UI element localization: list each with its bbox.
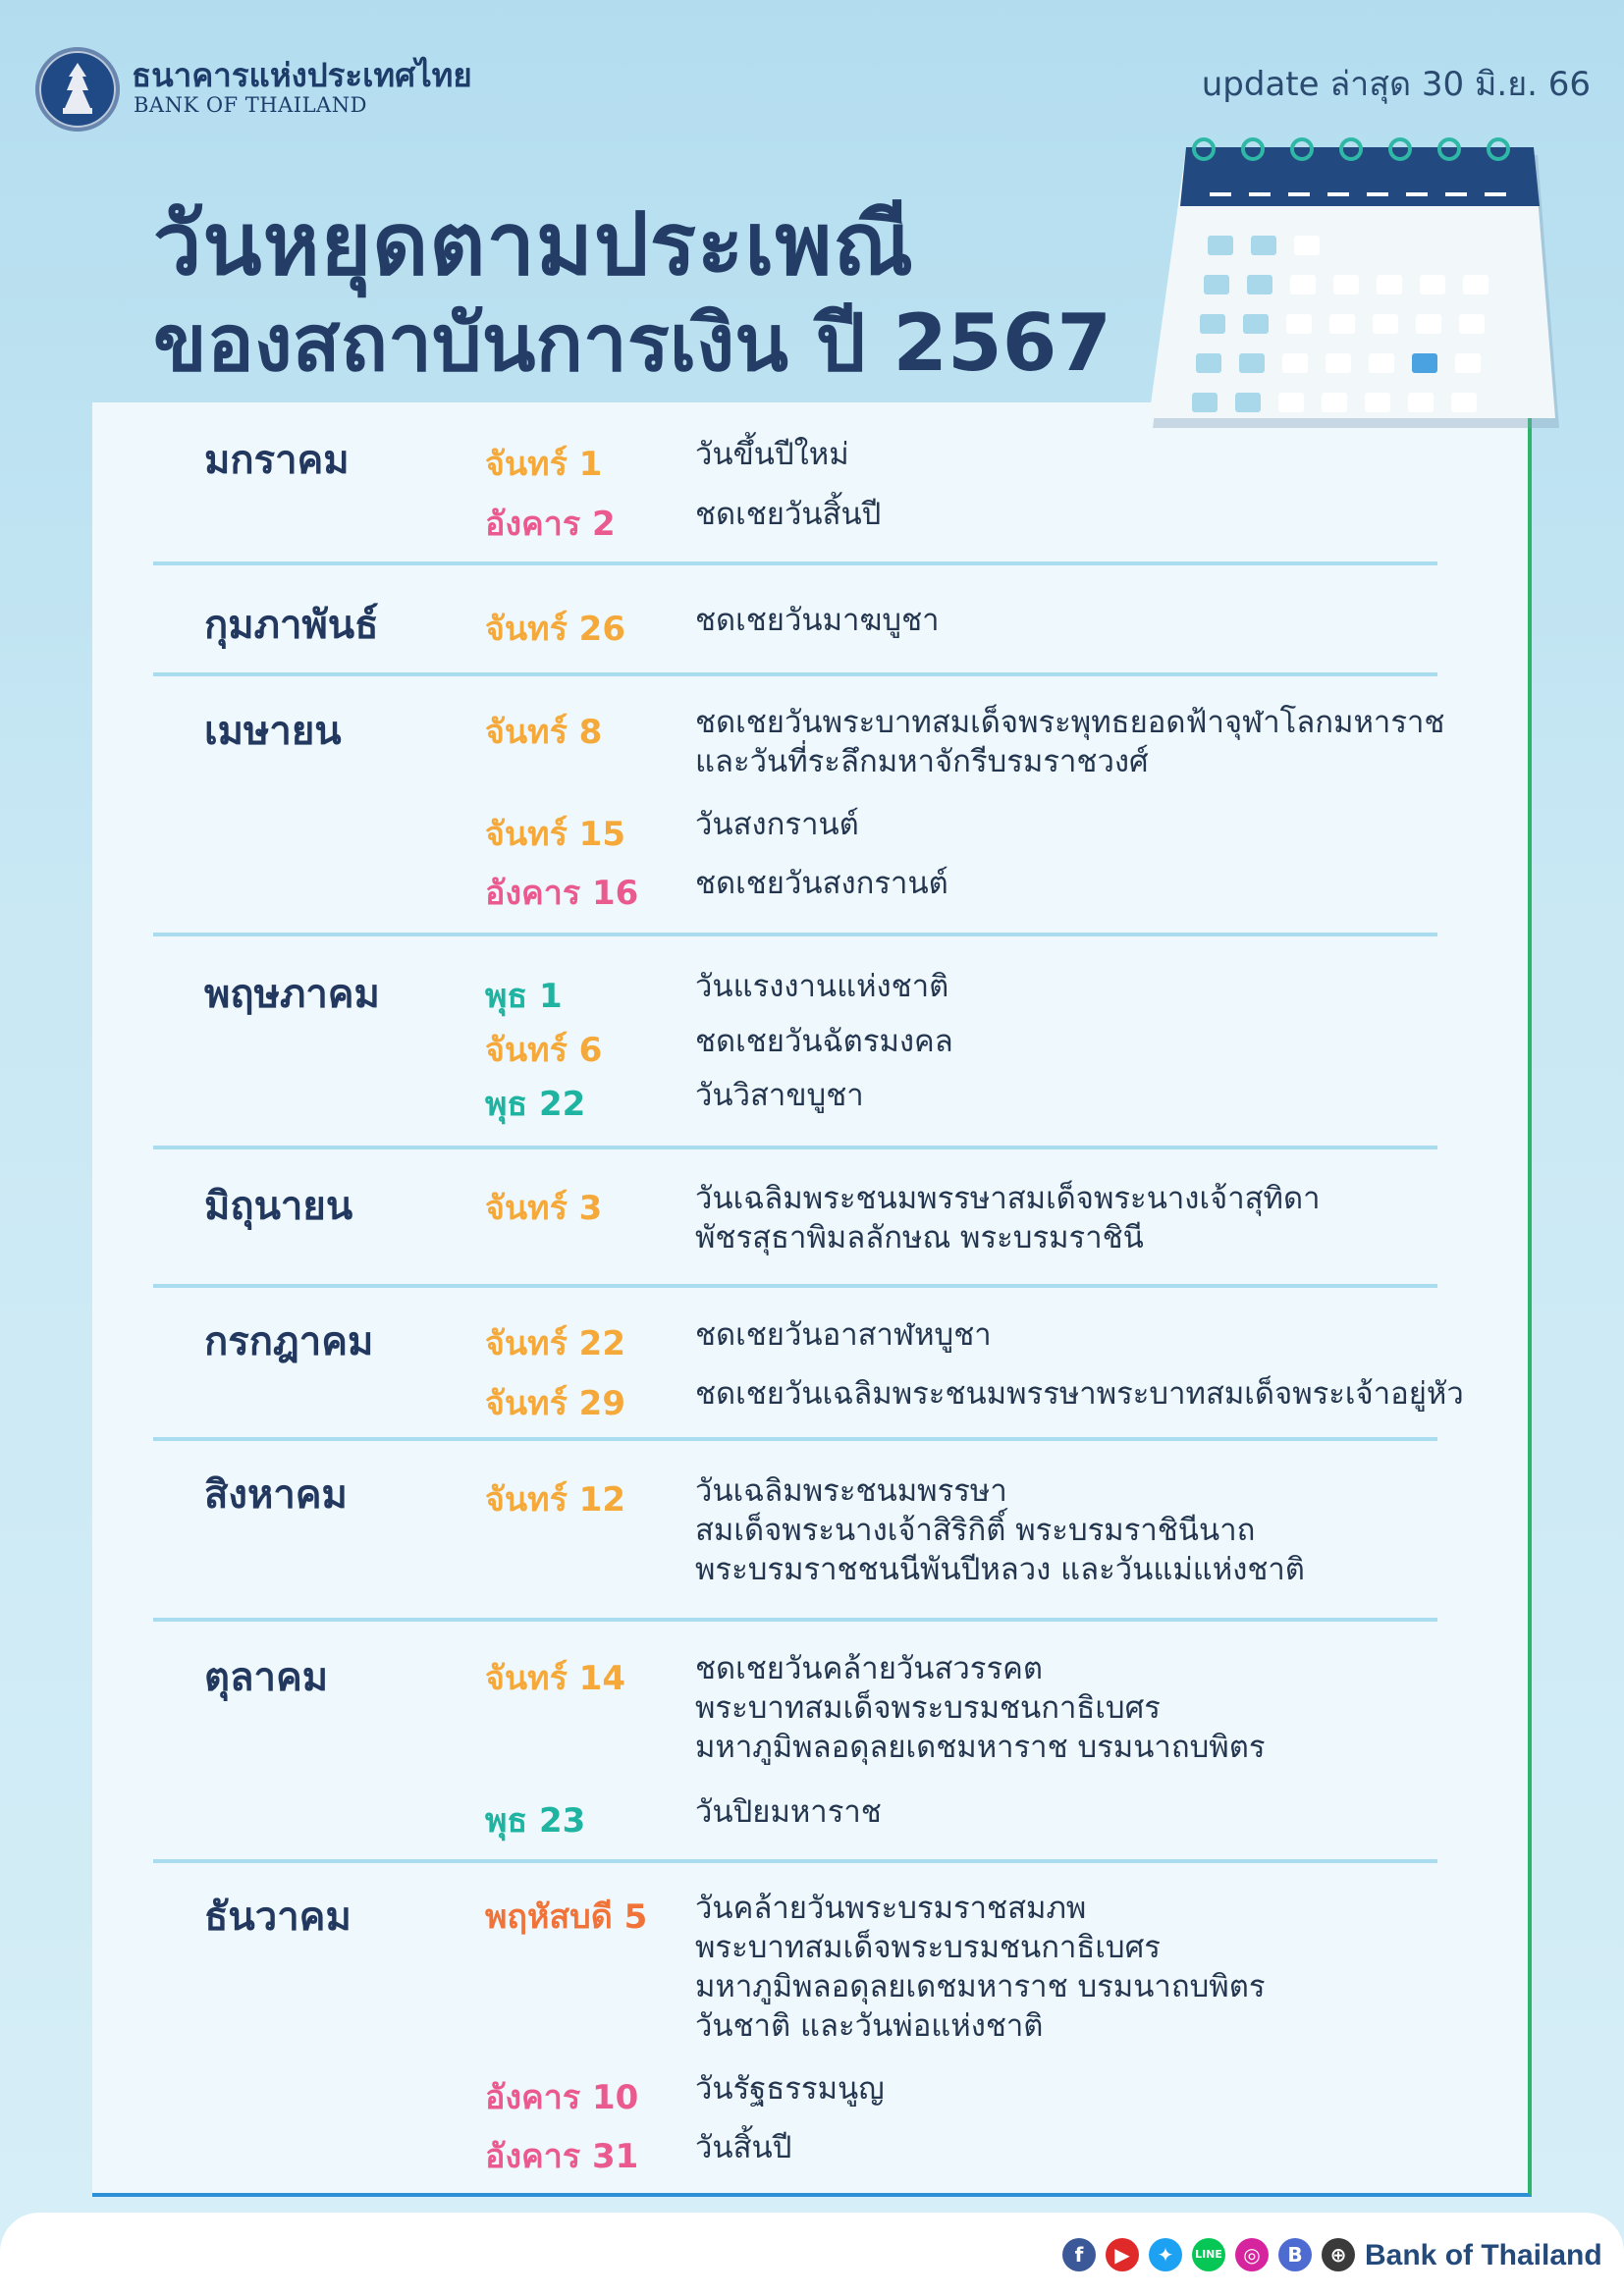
holiday-day: จันทร์ 8 — [485, 713, 603, 752]
holiday-day: พฤหัสบดี 5 — [485, 1897, 648, 1937]
brand-thai: ธนาคารแห่งประเทศไทย — [132, 56, 472, 94]
month-december: ธันวาคม — [204, 1895, 352, 1940]
bot-logo-icon — [35, 47, 120, 132]
holiday-desc: วันเฉลิมพระชนมพรรษาสมเด็จพระนางเจ้าสุทิดา พัชรสุธาพิมลลักษณ พระบรมราชินี — [695, 1181, 1321, 1255]
holiday-desc: ชดเชยวันคล้ายวันสวรรคต พระบาทสมเด็จพระบรมชนกาธิเบศร มหาภูมิพลอดุลยเดชมหาราช บรมนาถบพิตร — [695, 1651, 1266, 1765]
holiday-desc: วันวิสาขบูชา — [695, 1078, 864, 1113]
month-divider — [153, 561, 1437, 565]
holiday-day: จันทร์ 26 — [485, 610, 625, 649]
holiday-day: จันทร์ 15 — [485, 815, 625, 854]
holiday-day: อังคาร 2 — [485, 505, 616, 544]
blockdit-icon[interactable]: B — [1278, 2238, 1312, 2271]
holiday-desc: ชดเชยวันพระบาทสมเด็จพระพุทธยอดฟ้าจุฬาโลกมหาราช และวันที่ระลึกมหาจักรีบรมราชวงศ์ — [695, 705, 1445, 779]
holiday-day: จันทร์ 3 — [485, 1189, 603, 1228]
holiday-day: จันทร์ 22 — [485, 1324, 625, 1363]
month-divider — [153, 1146, 1437, 1149]
holiday-desc: ชดเชยวันสงกรานต์ — [695, 866, 948, 901]
holiday-day: จันทร์ 12 — [485, 1480, 625, 1520]
holiday-day: อังคาร 16 — [485, 874, 639, 913]
month-may: พฤษภาคม — [204, 972, 380, 1017]
holiday-desc: ชดเชยวันฉัตรมงคล — [695, 1024, 953, 1059]
web-icon[interactable]: ⊕ — [1322, 2238, 1355, 2271]
holiday-desc: ชดเชยวันมาฆบูชา — [695, 603, 940, 638]
holiday-desc: วันคล้ายวันพระบรมราชสมภพ พระบาทสมเด็จพระบรมชนกาธิเบศร มหาภูมิพลอดุลยเดชมหาราช บรมนาถบพิตร วันชาติ และวันพ่อแห่งชาติ — [695, 1891, 1266, 2044]
holiday-day: อังคาร 31 — [485, 2137, 639, 2176]
holiday-day: จันทร์ 14 — [485, 1659, 625, 1698]
month-divider — [153, 1437, 1437, 1441]
month-october: ตุลาคม — [204, 1655, 329, 1700]
month-july: กรกฎาคม — [204, 1319, 374, 1364]
month-divider — [153, 1859, 1437, 1863]
holiday-desc: วันเฉลิมพระชนมพรรษา สมเด็จพระนางเจ้าสิริกิติ์ พระบรมราชินีนาถ พระบรมราชชนนีพันปีหลวง และวันแม่แห่งชาติ — [695, 1473, 1305, 1587]
month-february: กุมภาพันธ์ — [204, 603, 379, 648]
holiday-day: พุธ 23 — [485, 1801, 586, 1841]
holiday-day: จันทร์ 29 — [485, 1384, 625, 1423]
calendar-icon — [1149, 137, 1559, 448]
month-divider — [153, 933, 1437, 936]
holiday-desc: วันขึ้นปีใหม่ — [695, 437, 849, 472]
youtube-icon[interactable]: ▶ — [1106, 2238, 1139, 2271]
page-subtitle: ของสถาบันการเงิน ปี 2567 — [153, 297, 1112, 389]
month-june: มิถุนายน — [204, 1184, 353, 1229]
holiday-desc: ชดเชยวันสิ้นปี — [695, 497, 882, 532]
instagram-icon[interactable]: ◎ — [1235, 2238, 1269, 2271]
holiday-desc: วันแรงงานแห่งชาติ — [695, 969, 949, 1004]
month-january: มกราคม — [204, 438, 350, 483]
month-april: เมษายน — [204, 709, 342, 754]
facebook-icon[interactable]: f — [1062, 2238, 1096, 2271]
month-divider — [153, 672, 1437, 676]
holiday-day: พุธ 22 — [485, 1085, 586, 1124]
holiday-desc: วันสิ้นปี — [695, 2130, 792, 2165]
page-title: วันหยุดตามประเพณี — [153, 193, 914, 294]
line-icon[interactable]: LINE — [1192, 2238, 1225, 2271]
month-august: สิงหาคม — [204, 1472, 348, 1518]
footer-brand: Bank of Thailand — [1365, 2239, 1602, 2271]
twitter-icon[interactable]: ✦ — [1149, 2238, 1182, 2271]
month-divider — [153, 1284, 1437, 1288]
holiday-day: อังคาร 10 — [485, 2078, 639, 2117]
month-divider — [153, 1618, 1437, 1622]
holiday-desc: วันปิยมหาราช — [695, 1794, 882, 1830]
holiday-desc: ชดเชยวันเฉลิมพระชนมพรรษาพระบาทสมเด็จพระเจ้าอยู่หัว — [695, 1376, 1464, 1412]
holiday-desc: วันสงกรานต์ — [695, 807, 859, 842]
holiday-desc: ชดเชยวันอาสาฬหบูชา — [695, 1317, 992, 1353]
holiday-day: จันทร์ 6 — [485, 1031, 603, 1070]
holiday-day: จันทร์ 1 — [485, 445, 603, 484]
holiday-desc: วันรัฐธรรมนูญ — [695, 2071, 885, 2107]
brand-english: BANK OF THAILAND — [134, 93, 367, 117]
holiday-day: พุธ 1 — [485, 977, 563, 1016]
update-date: update ล่าสุด 30 มิ.ย. 66 — [1201, 65, 1591, 104]
